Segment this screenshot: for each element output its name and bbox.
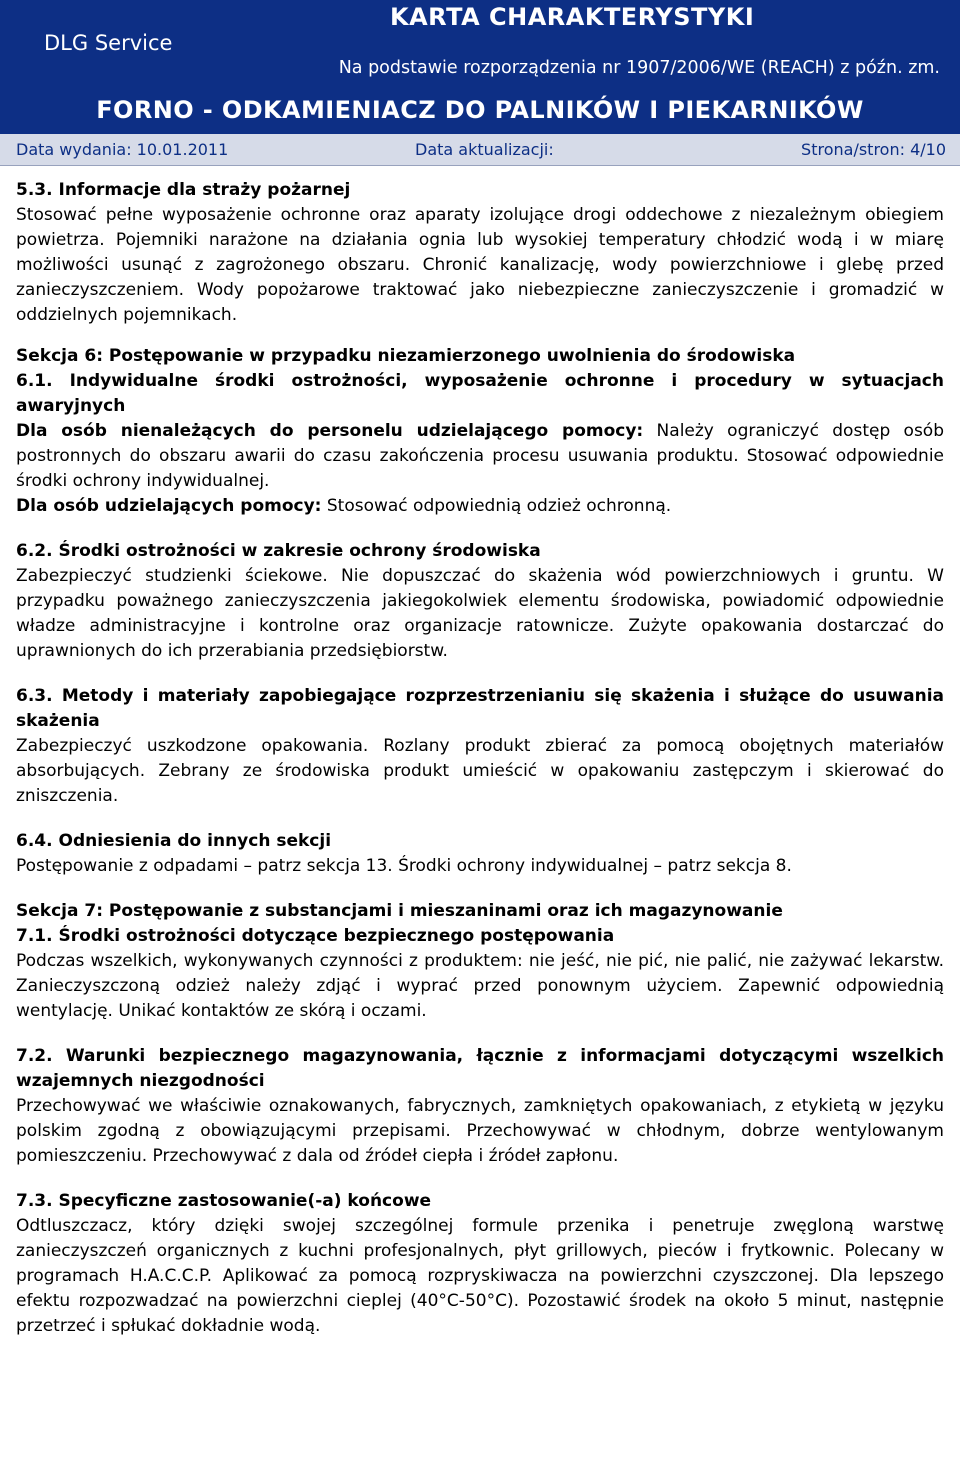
section-7-3-text: Odtluszczacz, który dzięki swojej szczególnej formule przenika i penetruje zwęgloną warstwę zanieczyszczeń organicznych z kuchni profesjonalnych, płyt grillowych, pieców i frytkownic. Polecany w programach H.A.C.C.P. Aplikować za pomocą rozpryskiwacza na powierzchni czyszczonej. Dla lepszego efektu rozpozwadzać na powierzchni cieplej (40°C-50°C). Pozostawić środek na około 5 minut, następnie przetrzeć i spłukać dokładnie wodą. xyxy=(16,1216,944,1336)
section-7-2-heading: 7.2. Warunki bezpiecznego magazynowania, łącznie z informacjami dotyczącymi wszelkich wzajemnych niezgodności xyxy=(16,1046,944,1091)
section-6-2-text: Zabezpieczyć studzienki ściekowe. Nie dopuszczać do skażenia wód powierzchniowych i gruntu. W przypadku poważnego zanieczyszczenia jakiegokolwiek elementu środowiska, powiadomić odpowiednie władze administracyjne i kontrolne oraz organizacje ratownicze. Zużyte opakowania dostarczać do uprawnionych do ich przerabiania przedsiębiorstw. xyxy=(16,566,944,661)
section-6-1-text2-body: Stosować odpowiednią odzież ochronną. xyxy=(321,496,672,516)
section-6-heading: Sekcja 6: Postępowanie w przypadku niezamierzonego uwolnienia do środowiska xyxy=(16,346,796,366)
regulation-line: Na podstawie rozporządzenia nr 1907/2006/WE (REACH) z późn. zm. xyxy=(338,58,940,78)
section-7-3-heading: 7.3. Specyficzne zastosowanie(-a) końcowe xyxy=(16,1191,432,1211)
section-6-3-heading: 6.3. Metody i materiały zapobiegające rozprzestrzenianiu się skażenia i służące do usuwania skażenia xyxy=(16,686,944,731)
section-6-1-text2 xyxy=(16,494,944,519)
document-title: KARTA CHARAKTERYSTYKI xyxy=(390,3,755,31)
page-number: Strona/stron: 4/10 xyxy=(801,140,946,159)
section-6-1-text1-body: Należy ograniczyć dostęp osób postronnych do obszaru awarii do czasu zakończenia procesu usuwania produktu. Stosować odpowiednie środki ochrony indywidualnej. xyxy=(16,421,944,491)
section-6-3-text: Zabezpieczyć uszkodzone opakowania. Rozlany produkt zbierać za pomocą obojętnych materiałów absorbujących. Zebrany ze środowiska produkt umieścić w opakowaniu zastępczym i skierować do zniszczenia. xyxy=(16,736,944,806)
document-body xyxy=(16,178,944,1339)
section-6-1-text1 xyxy=(16,419,944,494)
section-5-3-heading: 5.3. Informacje dla straży pożarnej xyxy=(16,180,351,200)
section-6-4-text: Postępowanie z odpadami – patrz sekcja 13. Środki ochrony indywidualnej – patrz sekcja 8. xyxy=(16,856,792,876)
section-6-2-heading: 6.2. Środki ostrożności w zakresie ochrony środowiska xyxy=(16,541,541,561)
section-7-1-heading: 7.1. Środki ostrożności dotyczące bezpiecznego postępowania xyxy=(16,926,615,946)
update-date: Data aktualizacji: xyxy=(415,140,554,159)
section-6-1-label2: Dla osób udzielających pomocy: xyxy=(16,496,322,516)
section-7-2-text: Przechowywać we właściwie oznakowanych, fabrycznych, zamkniętych opakowaniach, z etykietą w języku polskim zgodną z obowiązującymi przepisami. Przechowywać w chłodnym, dobrze wentylowanym pomieszczeniu. Przechowywać z dala od źródeł ciepła i źródeł zapłonu. xyxy=(16,1096,944,1166)
product-name: FORNO - ODKAMIENIACZ DO PALNIKÓW I PIEKARNIKÓW xyxy=(96,96,864,124)
document-header xyxy=(0,0,960,165)
issue-date: Data wydania: 10.01.2011 xyxy=(16,140,229,159)
header-band xyxy=(0,0,960,134)
section-5-3-text: Stosować pełne wyposażenie ochronne oraz aparaty izolujące drogi oddechowe z niezależnym obiegiem powietrza. Pojemniki narażone na działania ognia lub wysokiej temperatury chłodzić wodą i w miarę możliwości usunąć z zagrożonego obszaru. Chronić kanalizację, wody powierzchniowe i glebę przed zanieczyszczeniem. Wody popożarowe traktować jako niebezpieczne zanieczyszczenie i gromadzić w oddzielnych pojemnikach. xyxy=(16,205,944,325)
company-name: DLG Service xyxy=(44,31,173,55)
section-7-heading: Sekcja 7: Postępowanie z substancjami i mieszaninami oraz ich magazynowanie xyxy=(16,901,783,921)
section-7-1-text: Podczas wszelkich, wykonywanych czynności z produktem: nie jeść, nie pić, nie palić, nie zażywać lekarstw. Zanieczyszczoną odzież należy zdjąć i wyprać przed ponownym użyciem. Zapewnić odpowiednią wentylację. Unikać kontaktów ze skórą i oczami. xyxy=(16,951,944,1021)
section-6-1-heading: 6.1. Indywidualne środki ostrożności, wyposażenie ochronne i procedury w sytuacjach awaryjnych xyxy=(16,371,944,416)
section-6-1-label1: Dla osób nienależących do personelu udzielającego pomocy: xyxy=(16,421,644,441)
section-6-4-heading: 6.4. Odniesienia do innych sekcji xyxy=(16,831,332,851)
header-meta-bar xyxy=(0,134,960,166)
